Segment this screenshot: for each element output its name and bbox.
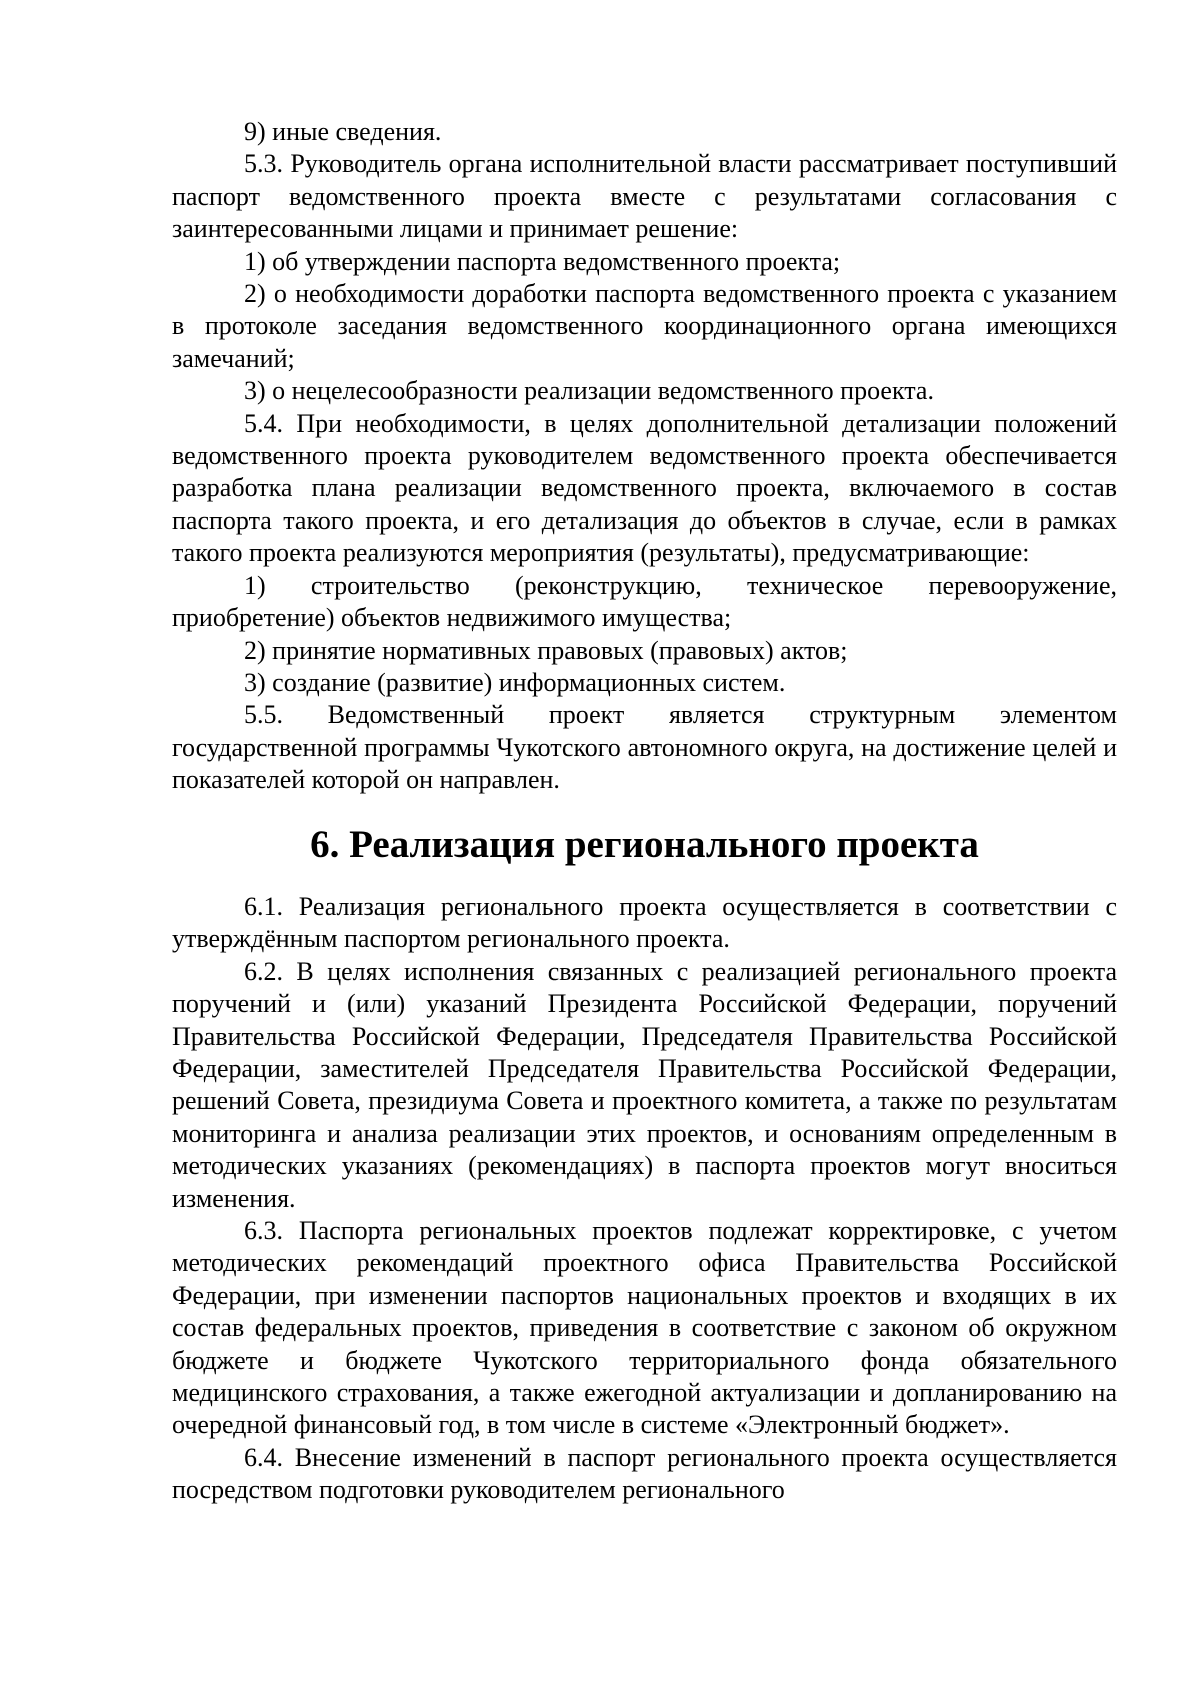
list-item-5-4-3: 3) создание (развитие) информационных систем.	[244, 667, 786, 697]
paragraph-5-3: 5.3. Руководитель органа исполнительной власти рассматривает поступивший паспорт ведомственного проекта вместе с результатами согласования с заинтересованными лицами и принимает решение:	[172, 149, 1117, 244]
list-item-5-4-1: 1) строительство (реконструкцию, техническое перевооружение, приобретение) объектов недвижимого имущества;	[172, 570, 1117, 633]
paragraph-6-3: 6.3. Паспорта региональных проектов подлежат корректировке, с учетом методических рекомендаций проектного офиса Правительства Российской Федерации, при изменении паспортов национальных проектов и входящих в их состав федеральных проектов, приведения в соответствие с законом об окружном бюджете и бюджете Чукотского территориального фонда обязательного медицинского страхования, а также ежегодной актуализации и допланированию на очередной финансовый год, в том числе в системе «Электронный бюджет».	[172, 1216, 1117, 1440]
section-heading-6: 6. Реализация регионального проекта	[310, 822, 979, 866]
paragraph-9-other-info: 9) иные сведения.	[244, 117, 442, 146]
paragraph-5-4: 5.4. При необходимости, в целях дополнительной детализации положений ведомственного проекта руководителем ведомственного проекта обеспечивается разработка плана реализации ведомственного проекта, включаемого в состав паспорта такого проекта, и его детализация до объектов в случае, если в рамках такого проекта реализуются мероприятия (результаты), предусматривающие:	[172, 408, 1117, 568]
paragraph-6-2: 6.2. В целях исполнения связанных с реализацией регионального проекта поручений и (или) указаний Президента Российской Федерации, поручений Правительства Российской Федерации, Председателя Правительства Российской Федерации, заместителей Председателя Правительства Российской Федерации, решений Совета, президиума Совета и проектного комитета, а также по результатам мониторинга и анализа реализации этих проектов, и основаниям определенным в методических указаниях (рекомендациях) в паспорта проектов могут вноситься изменения.	[172, 956, 1117, 1213]
list-item-5-3-2: 2) о необходимости доработки паспорта ведомственного проекта с указанием в протоколе заседания ведомственного координационного органа имеющихся замечаний;	[172, 279, 1117, 373]
document-page	[172, 116, 1117, 1507]
paragraph-5-5: 5.5. Ведомственный проект является структурным элементом государственной программы Чукотского автономного округа, на достижение целей и показателей которой он направлен.	[172, 700, 1117, 795]
paragraph-6-4: 6.4. Внесение изменений в паспорт регионального проекта осуществляется посредством подготовки руководителем регионального	[172, 1442, 1117, 1505]
list-item-5-3-3: 3) о нецелесообразности реализации ведомственного проекта.	[244, 376, 934, 406]
paragraph-6-1: 6.1. Реализация регионального проекта осуществляется в соответствии с утверждённым паспортом регионального проекта.	[172, 891, 1117, 954]
list-item-5-4-2: 2) принятие нормативных правовых (правовых) актов;	[244, 635, 848, 665]
list-item-5-3-1: 1) об утверждении паспорта ведомственного проекта;	[244, 246, 841, 276]
